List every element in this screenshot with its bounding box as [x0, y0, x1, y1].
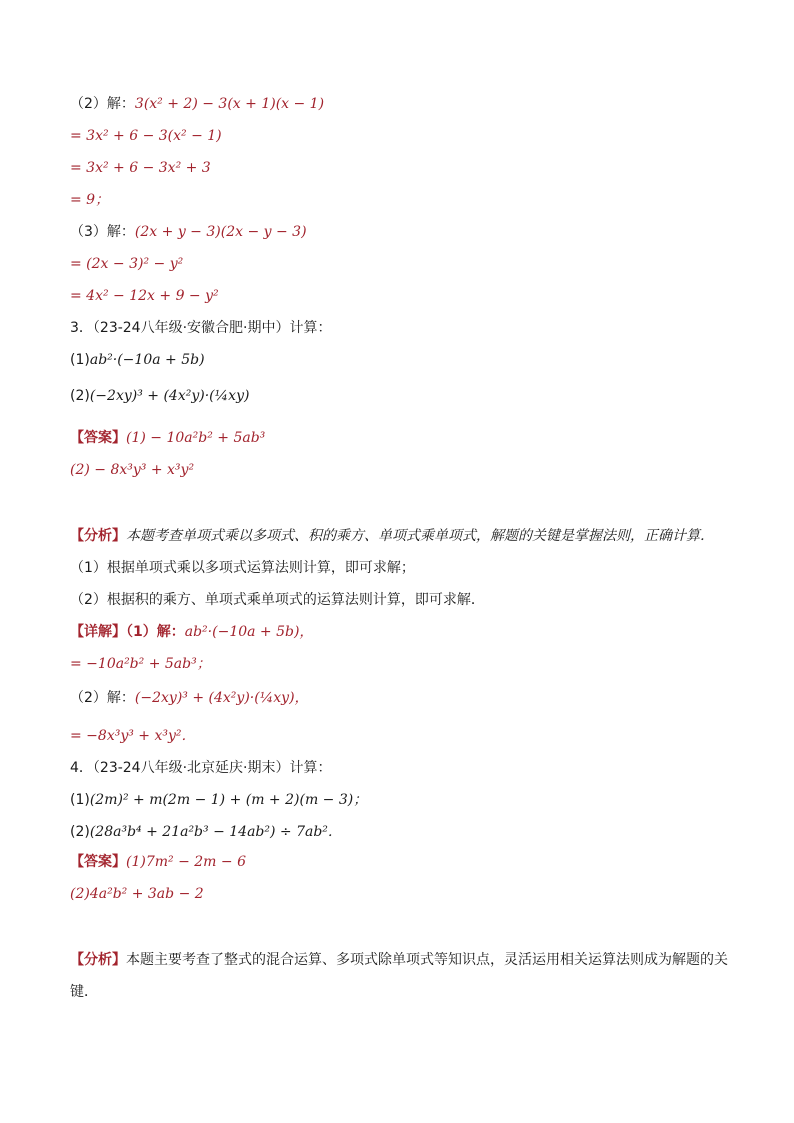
final-analysis-paragraph — [70, 944, 730, 1008]
text-line — [70, 318, 332, 338]
text-line — [70, 526, 714, 546]
analysis-text: 本题主要考查了整式的混合运算、多项式除单项式等知识点，灵活运用相关运算法则成为解题的关键． — [70, 952, 728, 1000]
math-expression: (2) − 8x³y³ + x³y² — [70, 462, 195, 478]
line-label: (1) — [70, 792, 90, 808]
text-line — [70, 558, 415, 578]
math-expression: (1)7m² − 2m − 6 — [126, 854, 246, 870]
line-label: 4．（23-24八年级·北京延庆·期末）计算： — [70, 760, 332, 776]
math-expression: (−2xy)³ + (4x²y)·(¼xy)， — [134, 690, 309, 706]
line-label: 【答案】 — [70, 430, 126, 446]
math-expression: 3(x² + 2) − 3(x + 1)(x − 1) — [134, 96, 325, 112]
text-line — [70, 350, 205, 370]
text-line — [70, 158, 211, 178]
text-line — [70, 428, 265, 448]
line-label: （2）解： — [70, 690, 135, 706]
line-label: （1）根据单项式乘以多项式运算法则计算，即可求解； — [70, 560, 415, 576]
line-label: (1) — [70, 352, 90, 368]
math-expression: = 3x² + 6 − 3(x² − 1) — [70, 128, 222, 144]
math-expression: = 4x² − 12x + 9 − y² — [70, 288, 219, 304]
math-expression: (−2xy)³ + (4x²y)·(¼xy) — [89, 388, 250, 404]
line-label: 【详解】（1）解： — [70, 624, 185, 640]
text-line — [70, 790, 367, 810]
text-line — [70, 590, 485, 610]
text-line — [70, 286, 219, 306]
line-label: (2) — [70, 824, 90, 840]
text-line — [70, 254, 183, 274]
line-label: （2）根据积的乘方、单项式乘单项式的运算法则计算，即可求解． — [70, 592, 485, 608]
text-line — [70, 622, 313, 642]
math-expression: = −10a²b² + 5ab³； — [70, 656, 211, 672]
math-expression: 本题考查单项式乘以多项式、积的乘方、单项式乘单项式，解题的关键是掌握法则，正确计算． — [126, 528, 714, 544]
math-expression: (2m)² + m(2m − 1) + (m + 2)(m − 3)； — [89, 792, 368, 808]
math-expression: = 9； — [70, 192, 110, 208]
math-expression: (2x + y − 3)(2x − y − 3) — [134, 224, 307, 240]
text-line — [70, 822, 342, 842]
math-expression: = (2x − 3)² − y² — [70, 256, 184, 272]
math-expression: (1) − 10a²b² + 5ab³ — [126, 430, 266, 446]
line-label: （3）解： — [70, 224, 135, 240]
text-line — [70, 386, 249, 406]
text-line — [70, 654, 211, 674]
text-line — [70, 726, 196, 746]
text-line — [70, 126, 222, 146]
math-expression: ab²·(−10a + 5b) — [89, 352, 205, 368]
text-line — [70, 460, 194, 480]
text-line — [70, 222, 307, 242]
line-label: （2）解： — [70, 96, 135, 112]
text-line — [70, 758, 332, 778]
text-line — [70, 190, 109, 210]
math-expression: = −8x³y³ + x³y²． — [70, 728, 196, 744]
text-line — [70, 852, 246, 872]
line-label: 【答案】 — [70, 854, 126, 870]
line-label: 【分析】 — [70, 528, 126, 544]
math-expression: (28a³b⁴ + 21a²b³ − 14ab²) ÷ 7ab²． — [89, 824, 342, 840]
math-expression: (2)4a²b² + 3ab − 2 — [70, 886, 204, 902]
math-expression: = 3x² + 6 − 3x² + 3 — [70, 160, 211, 176]
line-label: (2) — [70, 388, 90, 404]
analysis-label: 【分析】 — [70, 952, 126, 968]
line-label: 3．（23-24八年级·安徽合肥·期中）计算： — [70, 320, 332, 336]
text-line — [70, 884, 204, 904]
text-line — [70, 94, 324, 114]
text-line — [70, 688, 309, 708]
math-expression: ab²·(−10a + 5b)， — [184, 624, 314, 640]
